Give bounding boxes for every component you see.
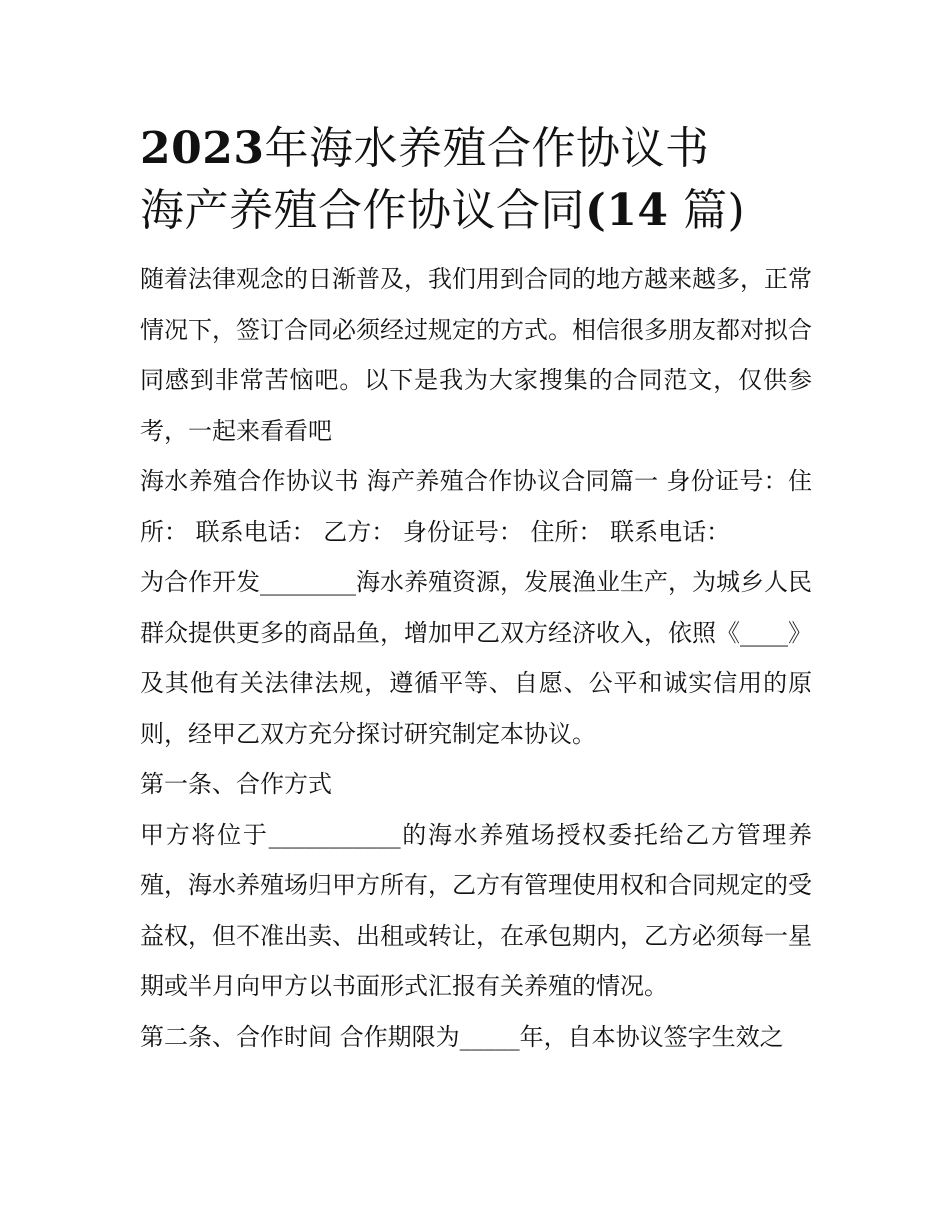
paragraph-article-1-heading: 第一条、合作方式 bbox=[140, 770, 332, 798]
paragraph-article-1-body: 甲方将位于___________的海水养殖场授权委托给乙方管理养殖，海水养殖场归甲方所有，乙方有管理使用权和合同规定的受益权，但不准出卖、出租或转让，在承包期内，乙方必须每一星期或半月向甲方以书面形式汇报有关养殖的情况。 bbox=[140, 820, 812, 1000]
document-page bbox=[140, 118, 812, 1062]
paragraph-purpose: 为合作开发________海水养殖资源，发展渔业生产，为城乡人民群众提供更多的商品鱼，增加甲乙双方经济收入，依照《____》及其他有关法律法规，遵循平等、自愿、公平和诚实信用的原则，经甲乙双方充分探讨研究制定本协议。 bbox=[140, 568, 812, 748]
paragraph-article-2: 第二条、合作时间 合作期限为_____年，自本协议签字生效之 bbox=[140, 1022, 784, 1051]
title-count: (14 bbox=[585, 185, 669, 236]
title-line-2 bbox=[140, 180, 812, 242]
paragraph-intro: 随着法律观念的日渐普及，我们用到合同的地方越来越多，正常情况下，签订合同必须经过规定的方式。相信很多朋友都对拟合同感到非常苦恼吧。以下是我为大家搜集的合同范文，仅供参考，一起来看看吧 bbox=[140, 265, 812, 445]
document-title bbox=[140, 118, 812, 242]
paragraph-parties: 海水养殖合作协议书 海产养殖合作协议合同篇一 身份证号：住所： 联系电话： 乙方： 身份证号： 住所： 联系电话： bbox=[140, 467, 812, 546]
title-year: 2023 bbox=[140, 123, 265, 174]
title-line-1-text: 年海水养殖合作协议书 bbox=[264, 123, 710, 174]
title-line-2-tail: 篇) bbox=[683, 185, 746, 236]
title-line-1 bbox=[140, 118, 812, 180]
title-line-2-text: 海产养殖合作协议合同 bbox=[140, 185, 585, 236]
